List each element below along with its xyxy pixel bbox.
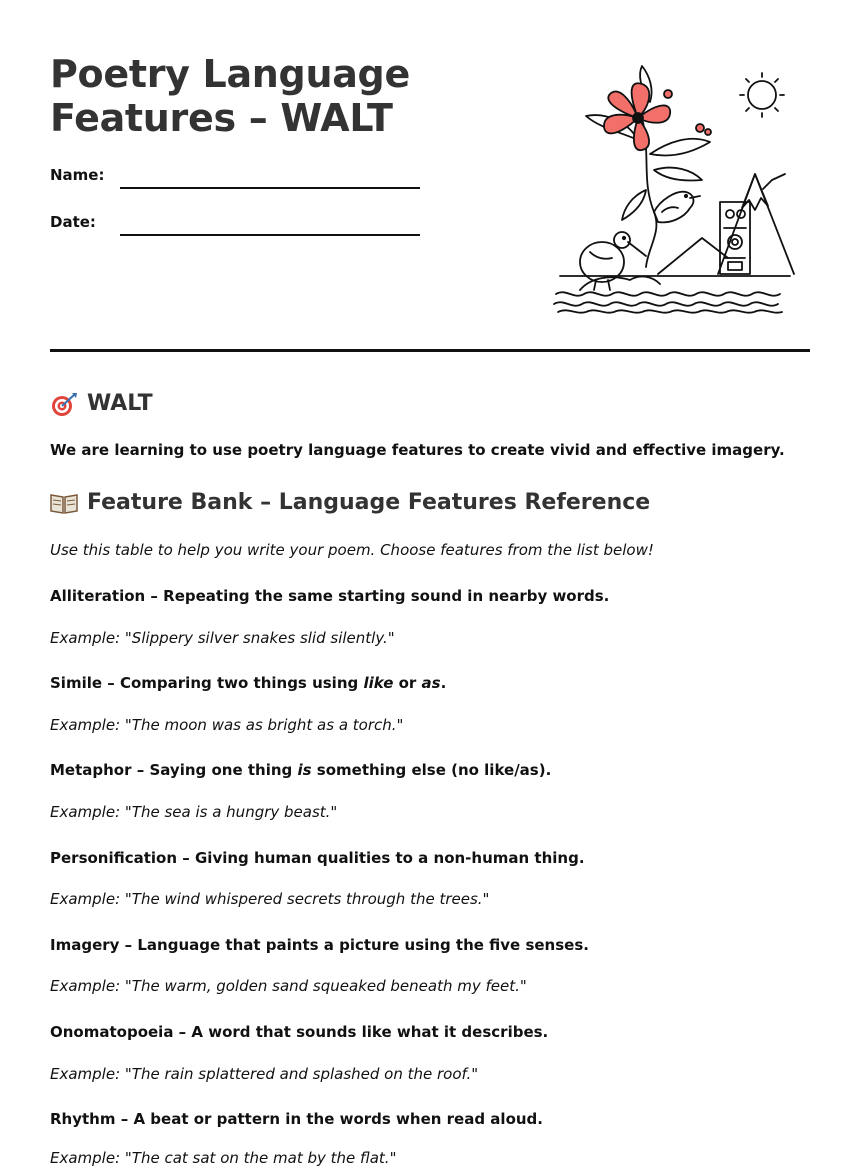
feature-desc-post: something else (no like/as). [311,761,552,779]
feature-bank-heading [50,489,650,517]
date-label: Date: [50,213,96,231]
sun-icon [740,73,784,117]
feature-desc-pre: Saying one thing [149,761,298,779]
date-field [50,213,420,243]
feature-desc: Language that paints a picture using the five senses. [137,936,589,954]
waves-icon [554,292,782,312]
feature-name: Metaphor [50,761,132,779]
name-input-line[interactable] [120,187,420,189]
date-input-line[interactable] [120,234,420,236]
feature-rhythm: Rhythm – A beat or pattern in the words when read aloud. [50,1110,543,1128]
feature-desc-post: . [440,674,447,692]
example-personification: Example: "The wind whispered secrets through the trees." [50,890,490,908]
feature-name: Rhythm [50,1110,116,1128]
walt-statement: We are learning to use poetry language features to create vivid and effective imagery. [50,441,785,459]
example-rhythm: Example: "The cat sat on the mat by the flat." [50,1149,397,1167]
feature-alliteration: Alliteration – Repeating the same starting sound in nearby words. [50,587,610,605]
feature-name: Personification [50,849,178,867]
feature-name: Simile [50,674,103,692]
target-dart-icon [50,391,78,417]
feature-desc: Repeating the same starting sound in nearby words. [163,587,610,605]
title-line-1: Poetry Language [50,52,410,96]
feature-bank-heading-text: Feature Bank – Language Features Reference [87,490,651,515]
example-metaphor: Example: "The sea is a hungry beast." [50,803,338,821]
feature-imagery: Imagery – Language that paints a picture using the five senses. [50,936,589,954]
feature-desc: A word that sounds like what it describes. [191,1023,549,1041]
feature-onomatopoeia: Onomatopoeia – A word that sounds like what it describes. [50,1023,549,1041]
example-simile: Example: "The moon was as bright as a torch." [50,716,404,734]
example-onomatopoeia: Example: "The rain splattered and splashed on the roof." [50,1065,479,1083]
mountains-icon [658,174,794,274]
feature-desc: Giving human qualities to a non-human thing. [195,849,585,867]
feature-name: Imagery [50,936,120,954]
feature-simile: Simile – Comparing two things using like or as. [50,674,447,692]
tui-bird-icon [654,192,700,223]
feature-desc-emphasis: like [363,674,394,692]
new-zealand-illustration [550,62,795,317]
feature-name: Alliteration [50,587,146,605]
feature-desc-emphasis: as [421,674,441,692]
flower-icon [604,83,711,150]
open-book-icon [50,490,78,516]
example-imagery: Example: "The warm, golden sand squeaked beneath my feet." [50,977,527,995]
header-divider [50,349,810,352]
name-field [50,166,420,196]
feature-personification: Personification – Giving human qualities to a non-human thing. [50,849,585,867]
name-label: Name: [50,166,105,184]
feature-desc-emphasis: is [297,761,312,779]
walt-heading [50,390,153,418]
feature-metaphor: Metaphor – Saying one thing is something else (no like/as). [50,761,552,779]
example-alliteration: Example: "Slippery silver snakes slid silently." [50,629,395,647]
tiki-carving-icon [720,202,750,274]
feature-desc: A beat or pattern in the words when read aloud. [133,1110,543,1128]
feature-name: Onomatopoeia [50,1023,174,1041]
feature-desc-pre: Comparing two things using [119,674,364,692]
walt-heading-text: WALT [87,391,153,416]
page-title [50,52,410,140]
feature-bank-intro: Use this table to help you write your poem. Choose features from the list below! [50,541,654,559]
feature-desc-mid: or [393,674,422,692]
title-line-2: Features – WALT [50,96,393,140]
